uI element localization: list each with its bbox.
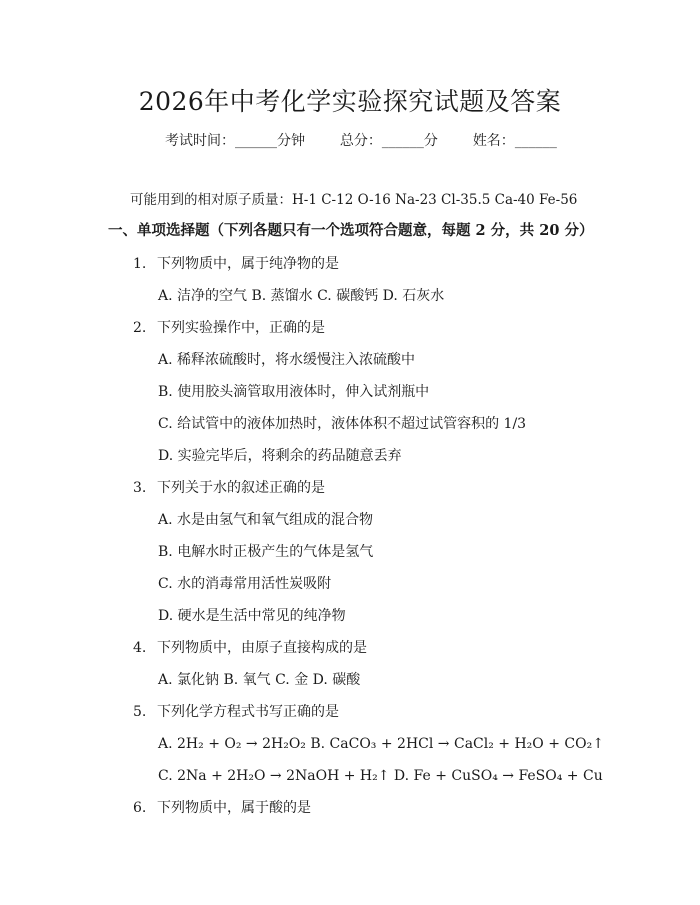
question-option: D. 硬水是生活中常见的纯净物 xyxy=(158,608,346,624)
question-option: A. 氯化钠 B. 氧气 C. 金 D. 碳酸 xyxy=(158,672,361,688)
score-blank: ______ xyxy=(381,133,424,149)
question-number: 5. xyxy=(133,704,147,720)
question-text: 下列关于水的叙述正确的是 xyxy=(157,480,325,496)
time-label: 考试时间： xyxy=(165,133,235,149)
question-option: A. 2H₂ + O₂ → 2H₂O₂ B. CaCO₃ + 2HCl → CaCl₂ + H₂O + CO₂↑ xyxy=(158,736,604,752)
exam-header-info xyxy=(165,130,557,150)
page-title: 2026年中考化学实验探究试题及答案 xyxy=(138,87,562,116)
question-number: 1. xyxy=(133,256,147,272)
question-number: 2. xyxy=(133,320,147,336)
time-blank: ______ xyxy=(235,133,277,149)
question-number: 3. xyxy=(133,480,147,496)
score-label: 总分： xyxy=(339,133,382,149)
question-option: B. 使用胶头滴管取用液体时，伸入试剂瓶中 xyxy=(158,384,430,400)
question-option: B. 电解水时正极产生的气体是氢气 xyxy=(158,544,374,560)
question-number: 4. xyxy=(133,640,147,656)
question-text: 下列实验操作中，正确的是 xyxy=(157,320,325,336)
question-text: 下列物质中，属于纯净物的是 xyxy=(157,256,339,272)
question-option: A. 稀释浓硫酸时，将水缓慢注入浓硫酸中 xyxy=(158,352,416,368)
question-option: A. 洁净的空气 B. 蒸馏水 C. 碳酸钙 D. 石灰水 xyxy=(158,288,445,304)
question-text: 下列物质中，由原子直接构成的是 xyxy=(157,640,367,656)
question-text: 下列化学方程式书写正确的是 xyxy=(157,704,339,720)
name-label: 姓名： xyxy=(472,133,515,149)
question-text: 下列物质中，属于酸的是 xyxy=(157,800,311,816)
question-option: D. 实验完毕后，将剩余的药品随意丢弃 xyxy=(158,448,402,464)
question-number: 6. xyxy=(133,800,147,816)
question-option: A. 水是由氢气和氧气组成的混合物 xyxy=(158,512,374,528)
name-blank: ______ xyxy=(514,133,557,149)
time-unit: 分钟 xyxy=(277,133,305,149)
section-heading: 一、单项选择题（下列各题只有一个选项符合题意，每题 2 分，共 20 分） xyxy=(108,222,594,239)
question-option: C. 水的消毒常用活性炭吸附 xyxy=(158,576,332,592)
atomic-masses: 可能用到的相对原子质量：H-1 C-12 O-16 Na-23 Cl-35.5 Ca-40 Fe-56 xyxy=(130,192,578,208)
question-option: C. 2Na + 2H₂O → 2NaOH + H₂↑ D. Fe + CuSO₄ → FeSO₄ + Cu xyxy=(158,768,603,784)
question-option: C. 给试管中的液体加热时，液体体积不超过试管容积的 1/3 xyxy=(158,416,527,432)
score-unit: 分 xyxy=(423,133,438,149)
